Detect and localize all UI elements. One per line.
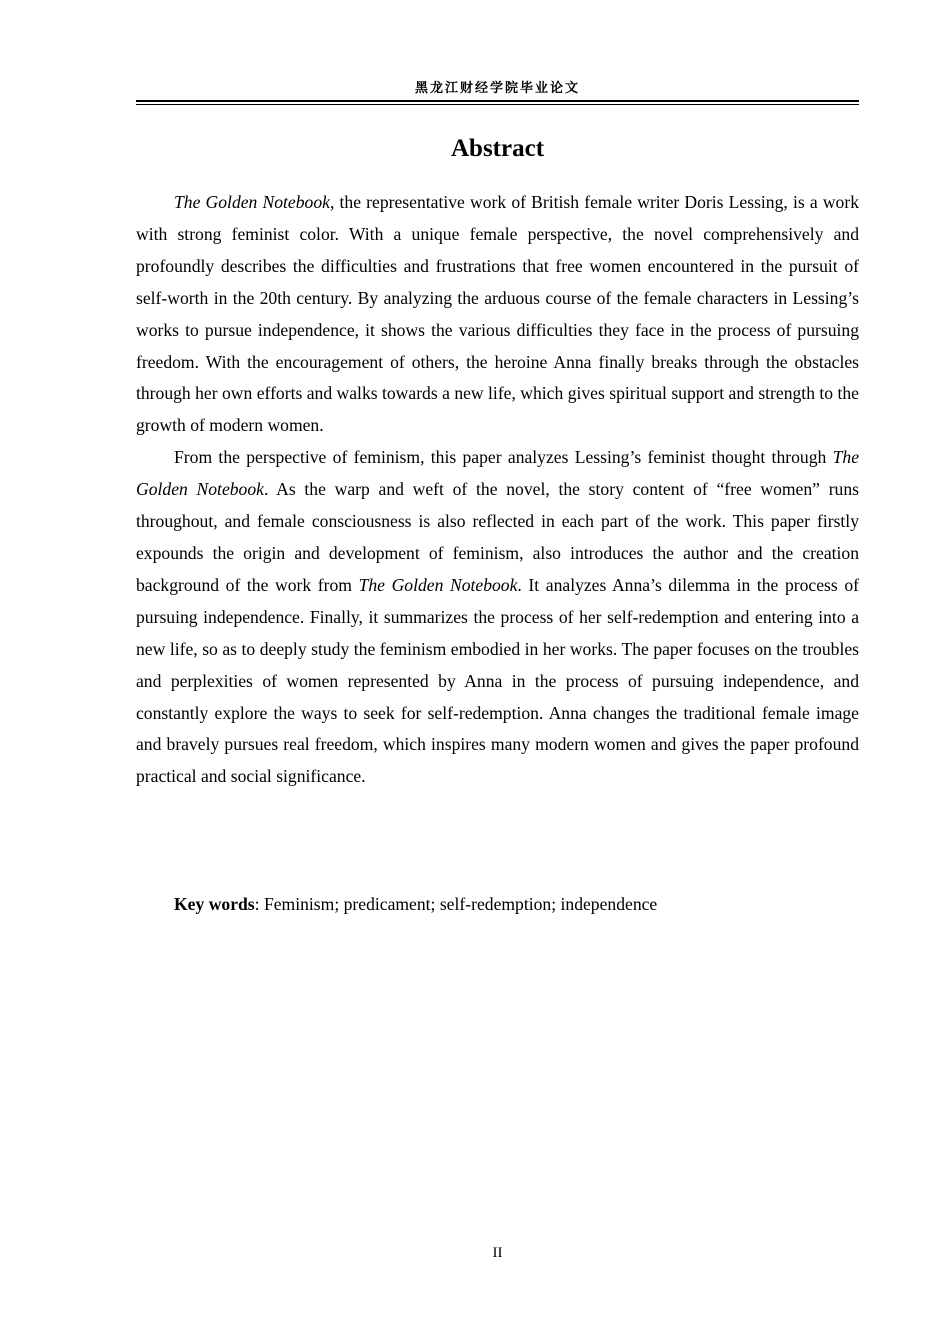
header-rule-thick (136, 100, 859, 102)
keywords-label: Key words (174, 894, 255, 914)
paragraph-2-part-3: . It analyzes Anna’s dilemma in the process of pursuing independence. Finally, it summarizes the process of her self-redemption and entering into a new life, so as to deeply study the feminism embodied in her works. The paper focuses on the troubles and perplexities of women represented by Anna in the process of pursuing independence, and constantly explore the ways to seek for self-redemption. Anna changes the traditional female image and bravely pursues real freedom, which inspires many modern women and gives the paper profound practical and social significance. (136, 574, 859, 787)
book-title-italic: The Golden Notebook (174, 192, 330, 212)
keywords-value: Feminism; predicament; self-redemption; independence (263, 894, 658, 914)
abstract-body (136, 187, 859, 793)
keywords-separator: : (254, 894, 264, 914)
running-header: 黑龙江财经学院毕业论文 (414, 81, 580, 96)
paragraph-2-part-2: . As the warp and weft of the novel, the story content of “free women” runs throughout, and female consciousness is also reflected in each part of the work. This paper firstly expounds the origin and development of feminism, also introduces the author and the creation background of the work from (136, 479, 859, 595)
page-number: II (492, 1245, 503, 1261)
abstract-paragraph-1 (136, 187, 859, 442)
book-title-italic: The Golden Notebook (358, 574, 518, 595)
paragraph-1-text: , the representative work of British female writer Doris Lessing, is a work with strong feminist color. With a unique female perspective, the novel comprehensively and profoundly describes the difficulties and frustrations that free women encountered in the pursuit of self-worth in the 20th century. By analyzing the arduous course of the female characters in Lessing’s works to pursue independence, it shows the various difficulties they face in the process of pursuing freedom. With the encouragement of others, the heroine Anna finally breaks through the obstacles through her own efforts and walks towards a new life, which gives spiritual support and strength to the growth of modern women. (136, 192, 859, 436)
abstract-paragraph-2 (136, 442, 859, 793)
book-title-italic: The Golden Notebook (136, 447, 859, 500)
page-title: Abstract (450, 135, 545, 162)
keywords-line (136, 889, 859, 921)
paragraph-2-part-1: From the perspective of feminism, this paper analyzes Lessing’s feminist thought through (174, 447, 833, 468)
header-rule-thin (136, 104, 859, 105)
